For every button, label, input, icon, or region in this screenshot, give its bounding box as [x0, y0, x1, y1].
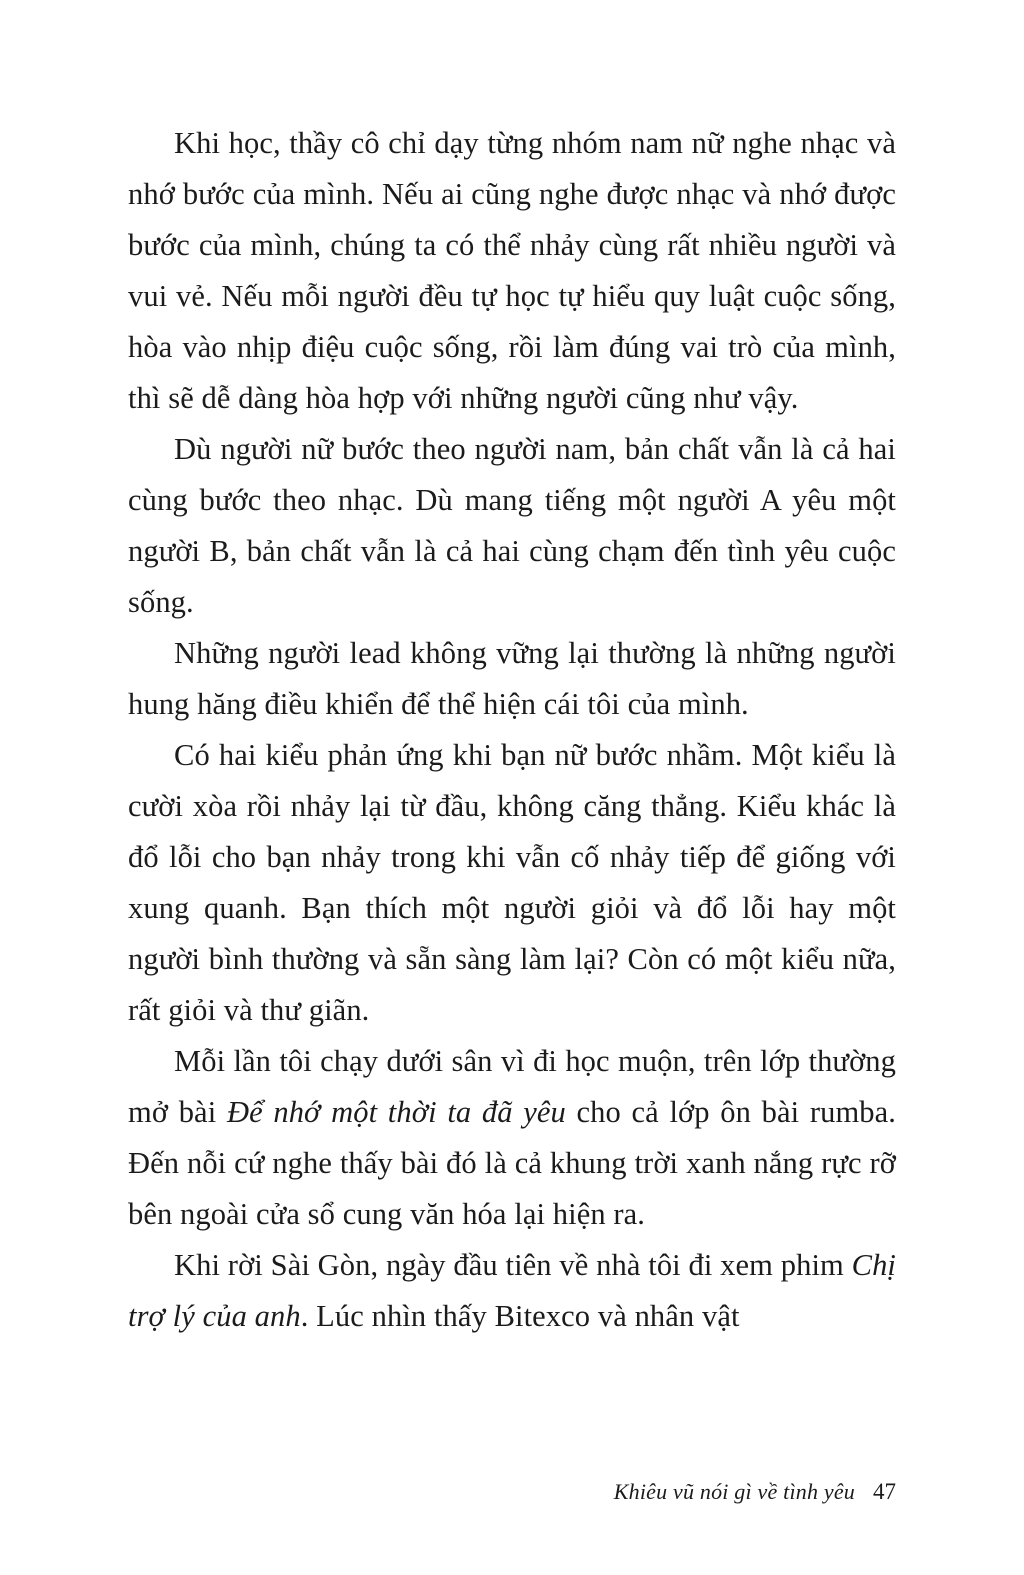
page-footer [128, 1479, 896, 1505]
paragraph-5-part-1: Mỗi lần tôi chạy dưới sân vì đi học muộn, trên lớp thường mở bài [128, 1044, 896, 1129]
paragraph-5-part-2: cho cả lớp ôn bài rumba. Đến nỗi cứ nghe thấy bài đó là cả khung trời xanh nắng rực rỡ bên ngoài cửa sổ cung văn hóa lại hiện ra. [128, 1095, 896, 1231]
paragraph-6-part-2: . Lúc nhìn thấy Bitexco và nhân vật [300, 1299, 740, 1333]
book-title-de-nho-mot-thoi-ta-da-yeu: Để nhớ một thời ta đã yêu [226, 1095, 566, 1129]
paragraph-5 [128, 1036, 896, 1240]
running-title: Khiêu vũ nói gì về tình yêu [613, 1479, 855, 1504]
paragraph-3: Những người lead không vững lại thường là những người hung hăng điều khiển để thể hiện cái tôi của mình. [128, 636, 896, 721]
film-title-chi-tro-ly-cua-anh: Chị trợ lý của anh [128, 1248, 896, 1333]
paragraph-6 [128, 1240, 896, 1342]
page-number: 47 [873, 1479, 896, 1504]
page-body [128, 118, 896, 1342]
paragraph-2: Dù người nữ bước theo người nam, bản chất vẫn là cả hai cùng bước theo nhạc. Dù mang tiếng một người A yêu một người B, bản chất vẫn là cả hai cùng chạm đến tình yêu cuộc sống. [128, 432, 896, 619]
paragraph-4: Có hai kiểu phản ứng khi bạn nữ bước nhầm. Một kiểu là cười xòa rồi nhảy lại từ đầu, không căng thẳng. Kiểu khác là đổ lỗi cho bạn nhảy trong khi vẫn cố nhảy tiếp để giống với xung quanh. Bạn thích một người giỏi và đổ lỗi hay một người bình thường và sẵn sàng làm lại? Còn có một kiểu nữa, rất giỏi và thư giãn. [128, 738, 896, 1027]
paragraph-6-part-1: Khi rời Sài Gòn, ngày đầu tiên về nhà tôi đi xem phim [174, 1248, 852, 1282]
paragraph-1: Khi học, thầy cô chỉ dạy từng nhóm nam nữ nghe nhạc và nhớ bước của mình. Nếu ai cũng nghe được nhạc và nhớ được bước của mình, chúng ta có thể nhảy cùng rất nhiều người và vui vẻ. Nếu mỗi người đều tự học tự hiểu quy luật cuộc sống, hòa vào nhịp điệu cuộc sống, rồi làm đúng vai trò của mình, thì sẽ dễ dàng hòa hợp với những người cũng như vậy. [128, 126, 896, 415]
